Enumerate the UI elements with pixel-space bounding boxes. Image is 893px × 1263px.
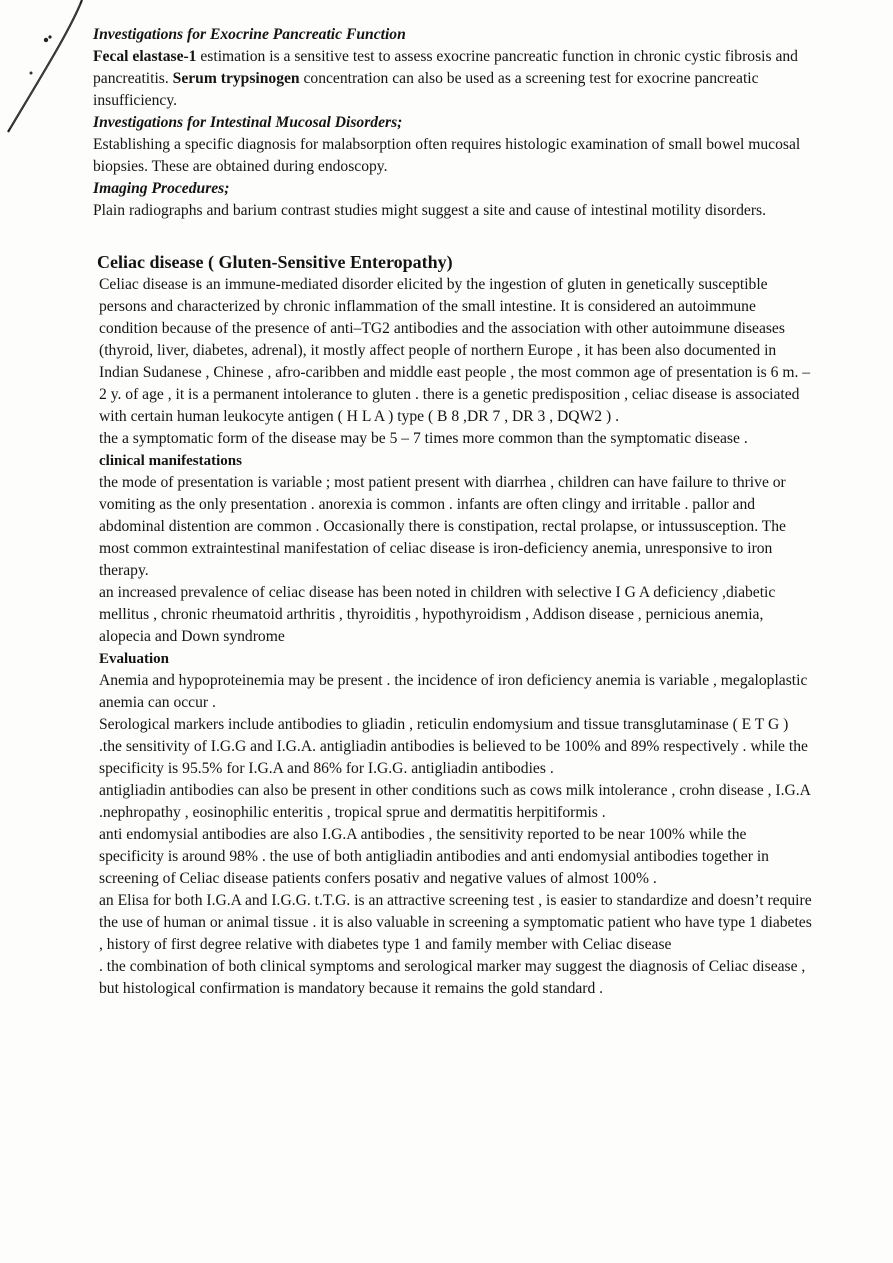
evaluation-paragraph-1: Anemia and hypoproteinemia may be present . the incidence of iron deficiency anemia is variable , megaloplastic anemia can occur . xyxy=(99,672,808,711)
exocrine-paragraph xyxy=(93,46,813,112)
celiac-intro: Celiac disease is an immune-mediated disorder elicited by the ingestion of gluten in genetically susceptible persons and characterized by chronic inflammation of the small intestine. It is considered an autoimmune condition because of the presence of anti–TG2 antibodies and the association with other autoimmune diseases (thyroid, liver, diabetes, adrenal), it mostly affect people of northern Europe , it has been also documented in Indian Sudanese , Chinese , afro-caribben and middle east people , the most common age of presentation is 6 m. – 2 y. of age , it is a permanent intolerance to gluten . there is a genetic predisposition , celiac disease is associated with certain human leukocyte antigen ( H L A ) type ( B 8 ,DR 7 , DR 3 , DQW2 ) . xyxy=(99,276,811,425)
serum-trypsinogen-term: Serum trypsinogen xyxy=(172,70,300,87)
mucosal-heading: Investigations for Intestinal Mucosal Disorders; xyxy=(93,114,403,131)
imaging-paragraph: Plain radiographs and barium contrast studies might suggest a site and cause of intestinal motility disorders. xyxy=(93,202,767,219)
fecal-elastase-term: Fecal elastase-1 xyxy=(93,48,197,65)
exocrine-heading: Investigations for Exocrine Pancreatic Function xyxy=(93,26,406,43)
clinical-paragraph-2: an increased prevalence of celiac disease has been noted in children with selective I G A deficiency ,diabetic mellitus , chronic rheumatoid arthritis , thyroiditis , hypothyroidism , Addison disease , pernicious anemia, alopecia and Down syndrome xyxy=(99,584,776,645)
exocrine-text-2: concentration can also be used as a screening test for exocrine pancreatic insufficiency. xyxy=(93,70,759,109)
imaging-heading: Imaging Procedures; xyxy=(93,180,230,197)
evaluation-paragraph-5: an Elisa for both I.G.A and I.G.G. t.T.G. is an attractive screening test , is easier to standardize and doesn’t require the use of human or animal tissue . it is also valuable in screening a symptomatic patient who have type 1 diabetes , history of first degree relative with diabetes type 1 and family member with Celiac disease xyxy=(99,892,812,953)
celiac-title: Celiac disease ( Gluten-Sensitive Enteropathy) xyxy=(97,252,453,272)
evaluation-heading: Evaluation xyxy=(99,651,170,667)
exocrine-text-1: estimation is a sensitive test to assess exocrine pancreatic function in chronic cystic fibrosis and pancreatitis. xyxy=(93,48,798,87)
clinical-paragraph-1: the mode of presentation is variable ; most patient present with diarrhea , children can have failure to thrive or vomiting as the only presentation . anorexia is common . infants are often clingy and irritable . pallor and abdominal distention are common . Occasionally there is constipation, rectal prolapse, or intussusception. The most common extraintestinal manifestation of celiac disease is iron-deficiency anemia, unresponsive to iron therapy. xyxy=(99,474,786,579)
mucosal-paragraph: Establishing a specific diagnosis for malabsorption often requires histologic examination of small bowel mucosal biopsies. These are obtained during endoscopy. xyxy=(93,136,801,175)
celiac-asymptomatic: the a symptomatic form of the disease may be 5 – 7 times more common than the symptomatic disease . xyxy=(99,430,748,447)
clinical-heading: clinical manifestations xyxy=(99,453,242,469)
evaluation-paragraph-4: anti endomysial antibodies are also I.G.A antibodies , the sensitivity reported to be near 100% while the specificity is around 98% . the use of both antigliadin antibodies and anti endomysial antibodies together in screening of Celiac disease patients confers posativ and negative values of almost 100% . xyxy=(99,826,769,887)
evaluation-paragraph-3: antigliadin antibodies can also be present in other conditions such as cows milk intolerance , crohn disease , I.G.A .nephropathy , eosinophilic enteritis , tropical sprue and dermatitis herpitiformis . xyxy=(99,782,811,821)
evaluation-paragraph-6: . the combination of both clinical symptoms and serological marker may suggest the diagnosis of Celiac disease , but histological confirmation is mandatory because it remains the gold standard . xyxy=(99,958,806,997)
margin-pen-stroke xyxy=(0,0,90,140)
document-page xyxy=(93,24,813,1000)
evaluation-paragraph-2: Serological markers include antibodies to gliadin , reticulin endomysium and tissue transglutaminase ( E T G ) .the sensitivity of I.G.G and I.G.A. antigliadin antibodies is believed to be 100% and 89% respectively . while the specificity is 95.5% for I.G.A and 86% for I.G.G. antigliadin antibodies . xyxy=(99,716,808,777)
